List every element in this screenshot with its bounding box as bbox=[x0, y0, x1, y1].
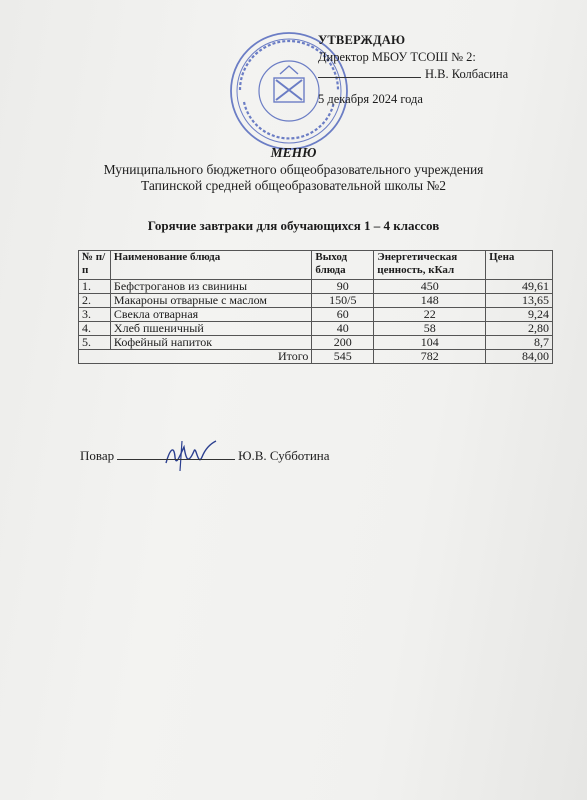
total-price: 84,00 bbox=[486, 350, 553, 364]
col-header-dish: Наименование блюда bbox=[110, 251, 311, 280]
menu-subtitle: Горячие завтраки для обучающихся 1 – 4 классов bbox=[147, 218, 440, 233]
col-header-yield: Выход блюда bbox=[312, 251, 374, 280]
dish-price: 8,7 bbox=[486, 336, 553, 350]
dish-yield: 150/5 bbox=[312, 294, 374, 308]
dish-price: 2,80 bbox=[486, 322, 553, 336]
dish-price: 49,61 bbox=[486, 280, 553, 294]
table-header-row bbox=[79, 251, 553, 280]
dish-yield: 90 bbox=[312, 280, 374, 294]
org-name-line2: Тапинской средней общеобразовательной школы №2 bbox=[140, 178, 447, 193]
dish-name: Кофейный напиток bbox=[110, 336, 311, 350]
dish-price: 9,24 bbox=[486, 308, 553, 322]
dish-energy: 22 bbox=[374, 308, 486, 322]
table-row bbox=[79, 322, 553, 336]
document-title: МЕНЮ bbox=[270, 145, 317, 160]
cook-name: Ю.В. Субботина bbox=[238, 448, 330, 463]
dish-energy: 104 bbox=[374, 336, 486, 350]
dish-name: Макароны отварные с маслом bbox=[110, 294, 311, 308]
row-number: 5. bbox=[79, 336, 111, 350]
dish-energy: 148 bbox=[374, 294, 486, 308]
cook-role: Повар bbox=[80, 448, 115, 463]
approval-signature-row bbox=[318, 66, 568, 83]
cook-signature-line bbox=[117, 459, 235, 460]
table-row bbox=[79, 308, 553, 322]
approval-block bbox=[318, 32, 568, 108]
row-number: 1. bbox=[79, 280, 111, 294]
table-row bbox=[79, 280, 553, 294]
col-header-price: Цена bbox=[486, 251, 553, 280]
row-number: 3. bbox=[79, 308, 111, 322]
approval-position: Директор МБОУ ТСОШ № 2: bbox=[318, 50, 476, 64]
dish-yield: 200 bbox=[312, 336, 374, 350]
dish-price: 13,65 bbox=[486, 294, 553, 308]
dish-name: Бефстроганов из свинины bbox=[110, 280, 311, 294]
total-energy: 782 bbox=[374, 350, 486, 364]
dish-energy: 450 bbox=[374, 280, 486, 294]
table-row bbox=[79, 336, 553, 350]
dish-name: Свекла отварная bbox=[110, 308, 311, 322]
org-name-line1: Муниципального бюджетного общеобразовательного учреждения bbox=[103, 162, 484, 177]
cook-signature-row bbox=[80, 448, 330, 464]
approval-name: Н.В. Колбасина bbox=[425, 67, 509, 81]
dish-yield: 40 bbox=[312, 322, 374, 336]
approval-heading: УТВЕРЖДАЮ bbox=[318, 33, 406, 47]
dish-name: Хлеб пшеничный bbox=[110, 322, 311, 336]
dish-energy: 58 bbox=[374, 322, 486, 336]
approval-signature-line bbox=[318, 77, 421, 78]
total-label: Итого bbox=[79, 350, 312, 364]
col-header-number: № п/п bbox=[79, 251, 111, 280]
dish-yield: 60 bbox=[312, 308, 374, 322]
row-number: 2. bbox=[79, 294, 111, 308]
table-total-row bbox=[79, 350, 553, 364]
menu-table bbox=[78, 250, 553, 364]
col-header-energy: Энергетическая ценность, кКал bbox=[374, 251, 486, 280]
approval-date: 5 декабря 2024 года bbox=[318, 92, 423, 106]
table-row bbox=[79, 294, 553, 308]
total-yield: 545 bbox=[312, 350, 374, 364]
row-number: 4. bbox=[79, 322, 111, 336]
